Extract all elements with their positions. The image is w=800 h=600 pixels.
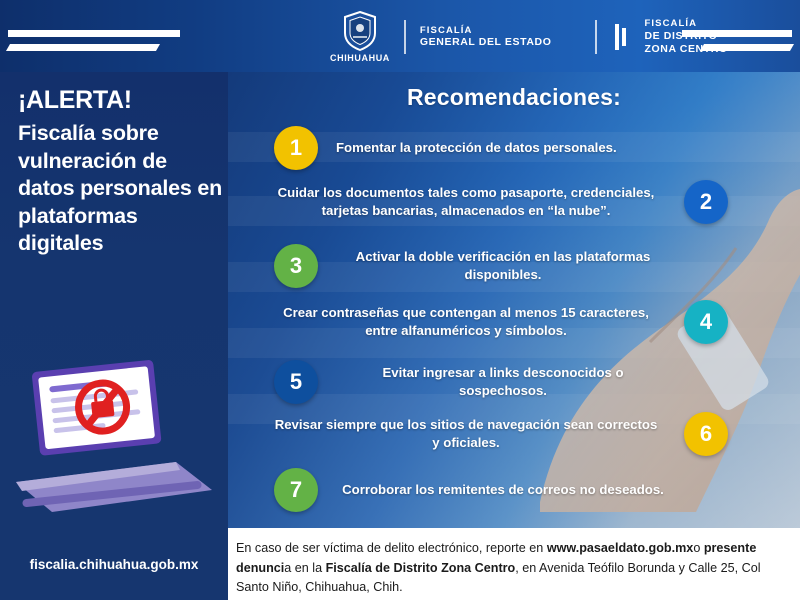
recommendation-text-2: Cuidar los documentos tales como pasaporte, credenciales, tarjetas bancarias, almacenados en “la nube”. (277, 185, 655, 218)
footer-note-bold2: Fiscalía de Distrito Zona Centro (325, 560, 516, 575)
left-panel (0, 72, 228, 528)
fiscalia-distrito-line1: FISCALÍA (644, 17, 698, 29)
state-logo (330, 11, 390, 63)
recommendation-number-2: 2 (684, 180, 728, 224)
state-logo-label: CHIHUAHUA (330, 53, 390, 63)
recommendations-title: Recomendaciones: (406, 84, 622, 110)
footer (0, 528, 800, 600)
laptop-blocked-icon (8, 350, 220, 526)
recommendation-item-3 (274, 244, 668, 288)
footer-website-link[interactable]: fiscalia.chihuahua.gob.mx (29, 556, 199, 572)
footer-note-part1: En caso de ser víctima de delito electrónico, reporte en (236, 541, 547, 555)
recommendation-item-1 (274, 126, 666, 170)
recommendation-text-1: Fomentar la protección de datos personales. (336, 140, 617, 156)
header-bar (0, 0, 800, 72)
fiscalia-distrito-block (644, 18, 727, 56)
recommendation-number-1: 1 (274, 126, 318, 170)
recommendation-text-7: Corroborar los remitentes de correos no deseados. (342, 482, 664, 498)
decorative-stripe-left-2 (6, 44, 160, 51)
chihuahua-shield-icon (343, 11, 377, 51)
footer-note-part3: a en la (284, 560, 326, 575)
alert-subheading: Fiscalía sobre vulneración de datos personales en plataformas digitales (18, 121, 223, 256)
recommendation-number-4: 4 (684, 300, 728, 344)
fiscalia-distrito-line2: DE DISTRITO (644, 29, 718, 42)
recommendation-number-3: 3 (274, 244, 318, 288)
recommendation-text-3: Activar la doble verificación en las plataformas disponibles. (355, 249, 651, 282)
district-bars-icon (615, 24, 626, 50)
recommendation-number-7: 7 (274, 468, 318, 512)
header-logos (330, 14, 728, 63)
recommendation-item-7 (274, 468, 668, 512)
recommendation-text-5: Evitar ingresar a links desconocidos o sospechosos. (382, 365, 624, 398)
bar-1 (615, 24, 619, 50)
footer-note (236, 539, 792, 598)
recommendation-text-4: Crear contraseñas que contengan al menos 15 caracteres, entre alfanuméricos y símbolos. (283, 305, 649, 338)
footer-note-part4: , en Avenida Teófilo Borunda y Calle 25, Col Santo Niño, Chihuahua, Chih. (236, 560, 761, 595)
recommendation-item-2 (270, 180, 728, 224)
fiscalia-general-block (420, 25, 552, 50)
recommendations-panel (228, 72, 800, 528)
recommendation-text-6: Revisar siempre que los sitios de navegación sean correctos y oficiales. (274, 417, 658, 450)
recommendation-number-6: 6 (684, 412, 728, 456)
footer-note-bold1: presente denunci (236, 541, 757, 575)
recommendation-item-4 (270, 300, 728, 344)
footer-note-part2: o (693, 541, 704, 555)
decorative-stripe-left-1 (8, 30, 180, 37)
fiscalia-general-line2: GENERAL DEL ESTADO (419, 36, 552, 49)
alert-heading: ¡ALERTA! (18, 86, 132, 114)
recommendation-item-5 (274, 360, 668, 404)
recommendation-number-5: 5 (274, 360, 318, 404)
logo-divider-1 (404, 20, 406, 54)
logo-divider-2 (595, 20, 597, 54)
recommendation-item-6 (270, 412, 728, 456)
footer-site-block (0, 528, 228, 600)
fiscalia-general-line1: FISCALÍA (419, 24, 473, 36)
fiscalia-distrito-line3: ZONA CENTRO (644, 42, 728, 55)
footer-note-link[interactable]: www.pasaeldato.gob.mx (546, 541, 694, 555)
bar-2 (622, 28, 626, 46)
